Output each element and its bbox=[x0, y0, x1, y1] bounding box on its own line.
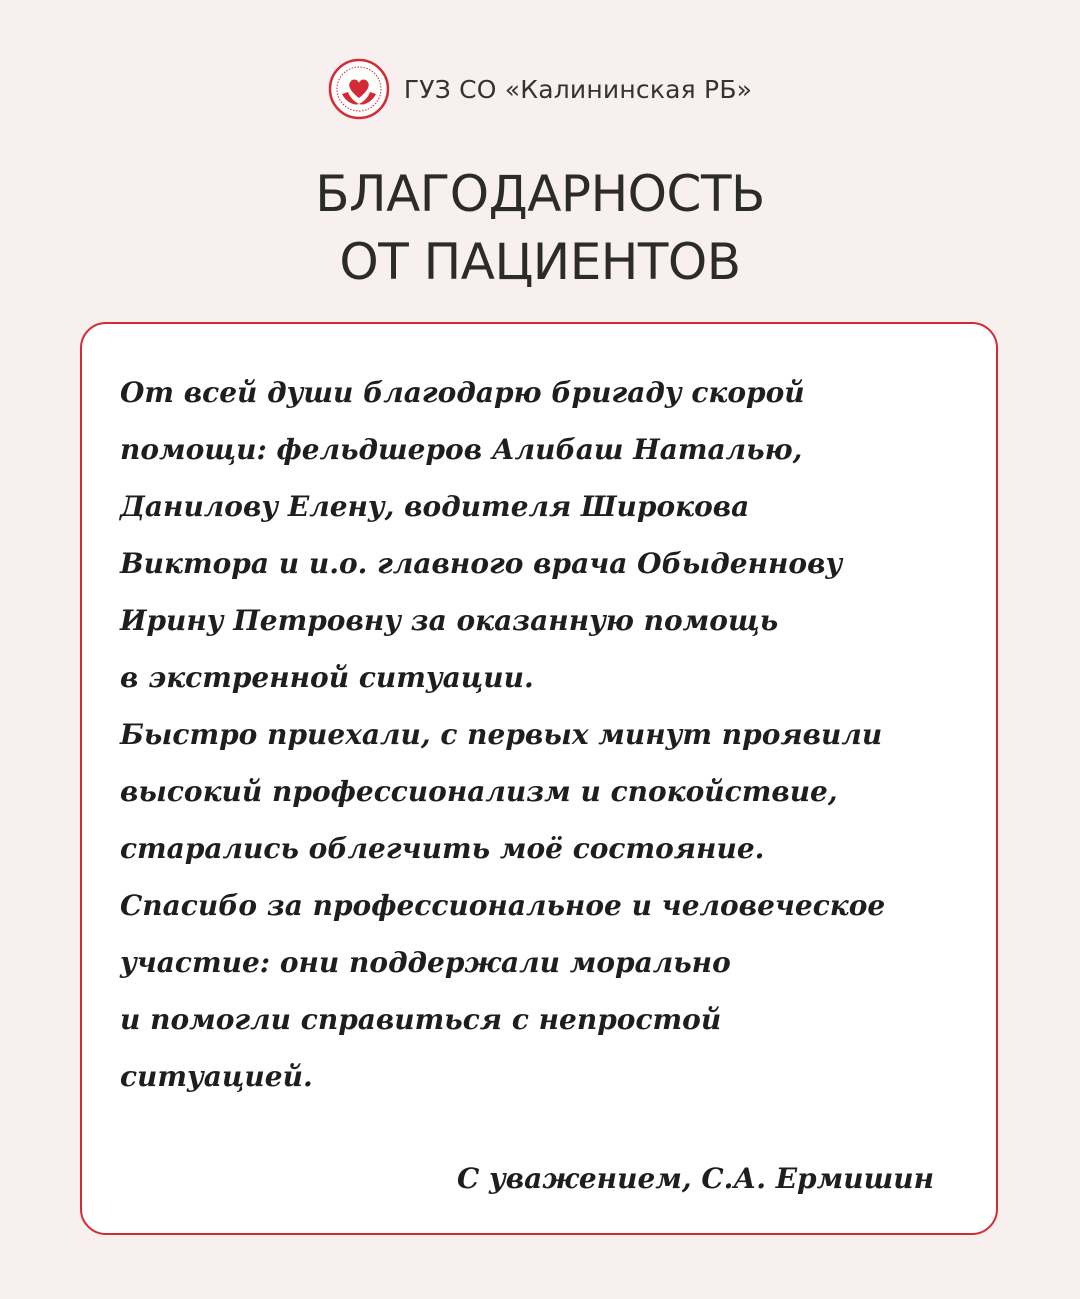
heart-hands-logo-icon bbox=[328, 58, 390, 120]
letter-paragraph-1: От всей души благодарю бригаду скорой помощи: фельдшеров Алибаш Наталью, Данилову Елену, водителя Широкова Виктора и и.о. главного врача Обыденнову Ирину Петровну за оказанную помощь в экстренной ситуации. bbox=[120, 376, 843, 694]
letter-paragraph-2: Быстро приехали, с первых минут проявили высокий профессионализм и спокойствие, старались облегчить моё состояние. Спасибо за профессиональное и человеческое участие: они поддержали морально и помогли справиться с непростой ситуацией. bbox=[120, 718, 886, 1093]
organization-name: ГУЗ СО «Калининская РБ» bbox=[403, 74, 753, 104]
page-title-line-2: ОТ ПАЦИЕНТОВ bbox=[339, 233, 741, 291]
letter-signature: С уважением, С.А. Ермишин bbox=[456, 1162, 934, 1195]
letter-card bbox=[80, 322, 998, 1235]
page-title-line-1: БЛАГОДАРНОСТЬ bbox=[315, 165, 765, 223]
letter-body bbox=[120, 364, 980, 1105]
header bbox=[0, 58, 1080, 120]
page-title bbox=[0, 160, 1080, 296]
